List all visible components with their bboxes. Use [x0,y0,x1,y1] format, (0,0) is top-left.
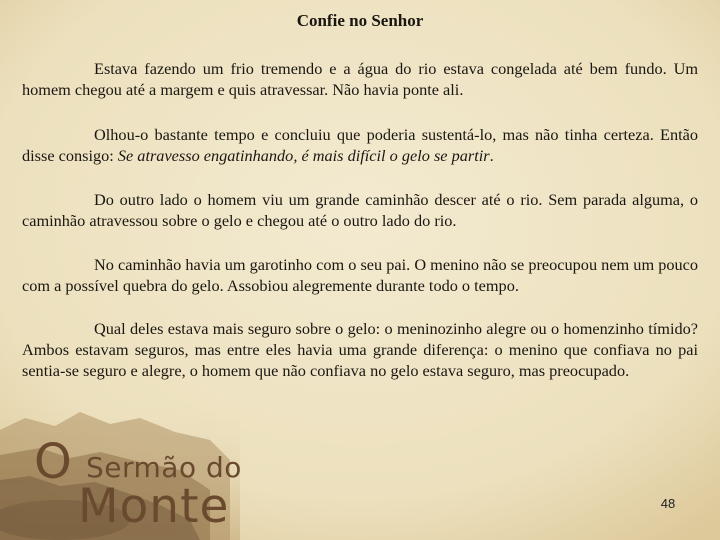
paragraph-1: Estava fazendo um frio tremendo e a água do rio estava congelada até bem fundo. Um homem chegou até a margem e quis atravessar. Não havia ponte ali. [22,59,698,99]
paragraph-5: Qual deles estava mais seguro sobre o gelo: o meninozinho alegre ou o homenzinho tímido? Ambos estavam seguros, mas entre eles havia uma grande diferença: o menino que confiava no pai sentia-se seguro e alegre, o homem que não confiava no gelo estava seguro, mas preocupado. [22,319,698,380]
paragraph-4: No caminhão havia um garotinho com o seu pai. O menino não se preocupou nem um pouco com a possível quebra do gelo. Assobiou alegremente durante todo o tempo. [22,255,698,295]
paragraph-2-end: . [489,146,494,165]
paragraph-2 [22,124,698,166]
brand-letter-o: O [34,434,72,490]
slide-title: Confie no Senhor [296,11,424,30]
brand-sermao-do: Sermão do [86,451,242,484]
paragraph-3: Do outro lado o homem viu um grande caminhão descer até o rio. Sem parada alguma, o caminhão atravessou sobre o gelo e chegou até o outro lado do rio. [22,190,698,230]
paragraph-2-italic-quote: Se atravesso engatinhando, é mais difícil o gelo se partir [117,146,490,165]
brand-monte: Monte [78,479,230,534]
paragraph-2-text: Olhou-o bastante tempo e concluiu que poderia sustentá-lo, mas não tinha certeza. Então disse consigo: [22,125,698,165]
page-number: 48 [660,496,676,511]
